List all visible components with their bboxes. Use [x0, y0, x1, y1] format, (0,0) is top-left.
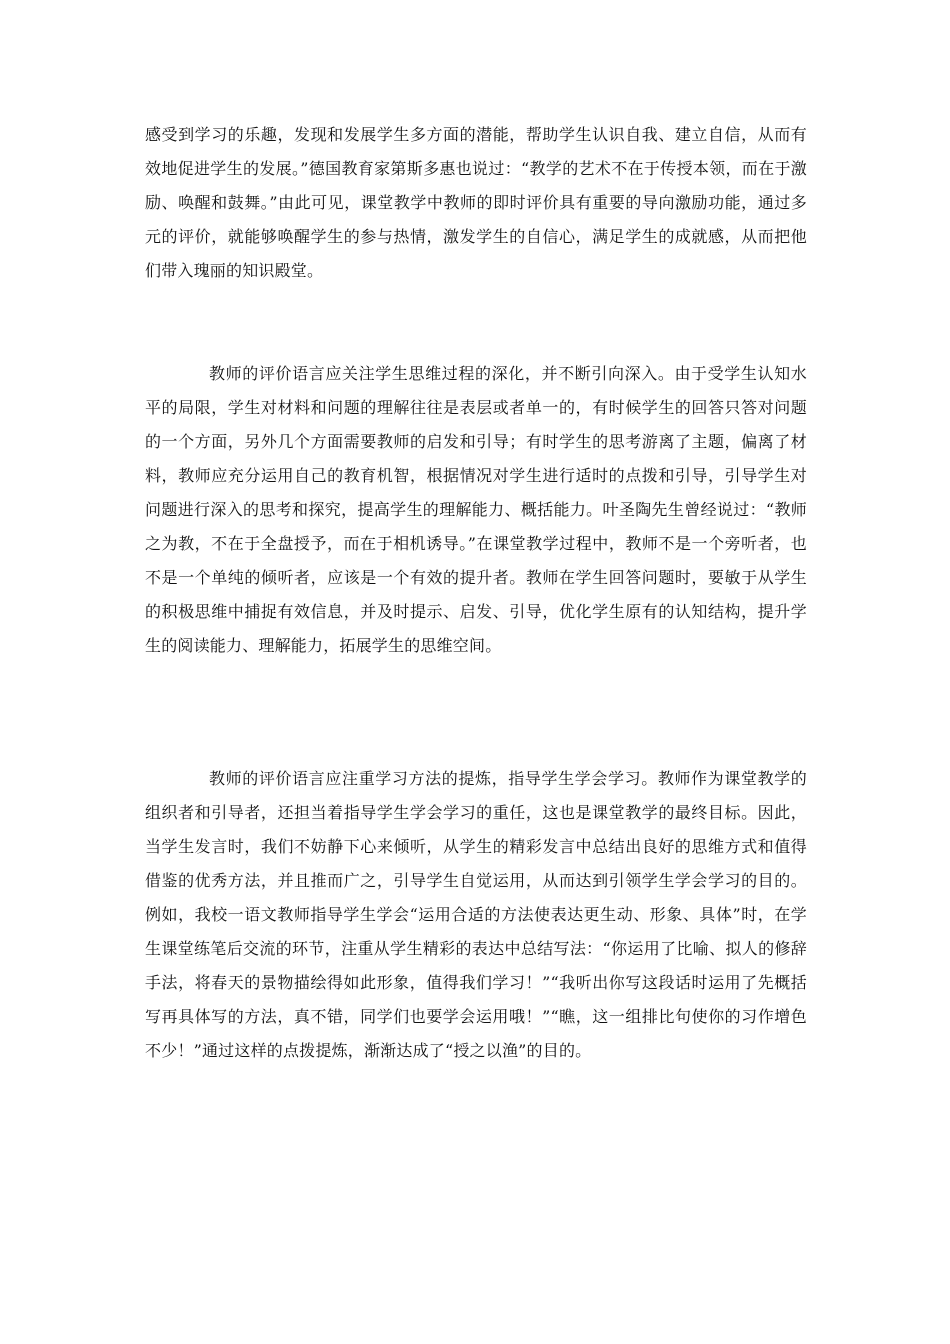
paragraph-learning-methods: 教师的评价语言应注重学习方法的提炼，指导学生学会学习。教师作为课堂教学的组织者和引导者，还担当着指导学生学会学习的重任，这也是课堂教学的最终目标。因此，当学生发言时，我们不妨静下心来倾听，从学生的精彩发言中总结出良好的思维方式和值得借鉴的优秀方法，并且推而广之，引导学生自觉运用，从而达到引领学生学会学习的目的。例如，我校一语文教师指导学生学会“运用合适的方法使表达更生动、形象、具体”时，在学生课堂练笔后交流的环节，注重从学生精彩的表达中总结写法：“你运用了比喻、拟人的修辞手法，将春天的景物描绘得如此形象，值得我们学习！”“我听出你写这段话时运用了先概括写再具体写的方法，真不错，同学们也要学会运用哦！”“瞧，这一组排比句使你的习作增色不少！”通过这样的点拨提炼，渐渐达成了“授之以渔”的目的。 [145, 769, 807, 1060]
paragraph-thinking-process: 教师的评价语言应关注学生思维过程的深化，并不断引向深入。由于受学生认知水平的局限，学生对材料和问题的理解往往是表层或者单一的，有时候学生的回答只答对问题的一个方面，另外几个方面需要教师的启发和引导；有时学生的思考游离了主题，偏离了材料，教师应充分运用自己的教育机智，根据情况对学生进行适时的点拨和引导，引导学生对问题进行深入的思考和探究，提高学生的理解能力、概括能力。叶圣陶先生曾经说过：“教师之为教，不在于全盘授予，而在于相机诱导。”在课堂教学过程中，教师不是一个旁听者，也不是一个单纯的倾听者，应该是一个有效的提升者。教师在学生回答问题时，要敏于从学生的积极思维中捕捉有效信息，并及时提示、启发、引导，优化学生原有的认知结构，提升学生的阅读能力、理解能力，拓展学生的思维空间。 [145, 364, 807, 655]
paragraph-continuation: 感受到学习的乐趣，发现和发展学生多方面的潜能，帮助学生认识自我、建立自信，从而有效地促进学生的发展。”德国教育家第斯多惠也说过：“教学的艺术不在于传授本领，而在于激励、唤醒和鼓舞。”由此可见，课堂教学中教师的即时评价具有重要的导向激励功能，通过多元的评价，就能够唤醒学生的参与热情，激发学生的自信心，满足学生的成就感，从而把他们带入瑰丽的知识殿堂。 [145, 125, 807, 280]
